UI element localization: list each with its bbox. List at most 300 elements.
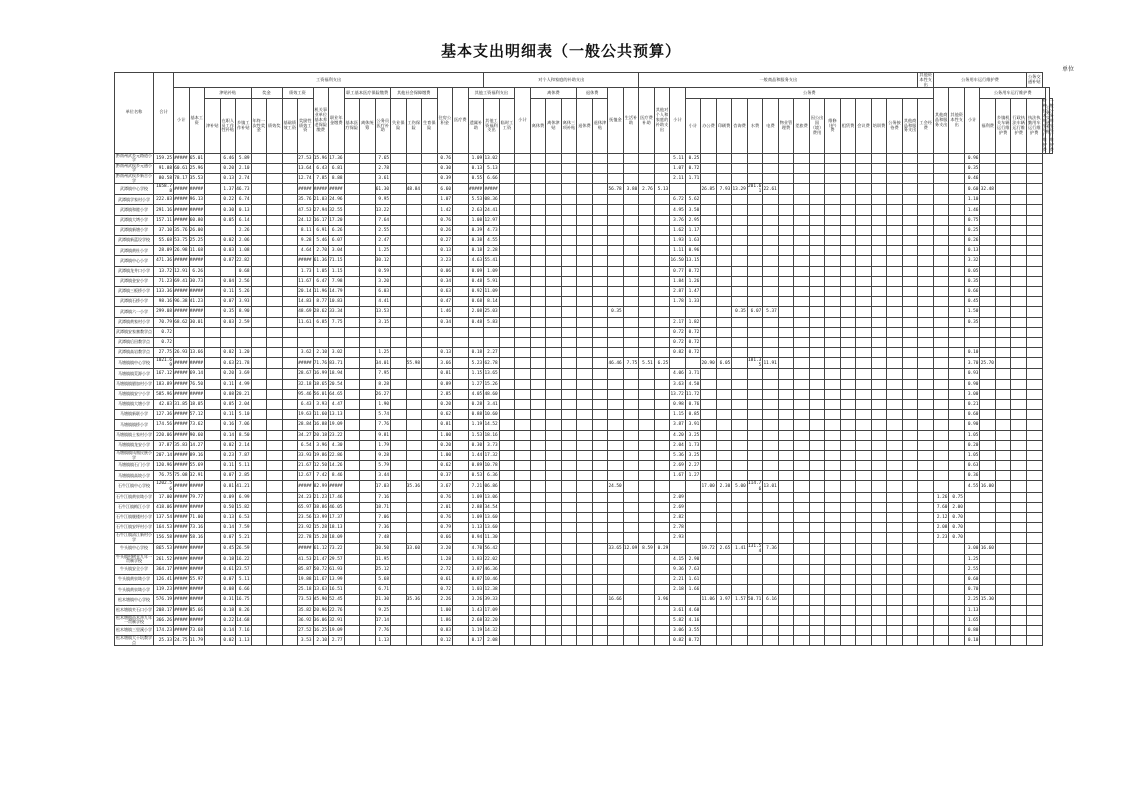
- value-cell: [608, 492, 624, 502]
- value-cell: 2.78: [375, 163, 391, 173]
- value-cell: [391, 327, 407, 337]
- value-cell: [654, 512, 670, 522]
- value-cell: [995, 595, 1011, 605]
- value-cell: [251, 533, 267, 543]
- value-cell: [763, 410, 779, 420]
- value-cell: [887, 317, 903, 327]
- value-cell: [267, 276, 283, 286]
- value-cell: [639, 523, 655, 533]
- header-cell: 住房公积金: [437, 88, 453, 153]
- value-cell: [809, 276, 825, 286]
- value-cell: [933, 163, 949, 173]
- value-cell: [732, 399, 748, 409]
- value-cell: [344, 379, 360, 389]
- value-cell: 2.93: [670, 533, 686, 543]
- value-cell: 10.83: [329, 297, 345, 307]
- value-cell: 0.18: [220, 605, 236, 615]
- value-cell: [995, 225, 1011, 235]
- table-row: [115, 430, 1053, 440]
- value-cell: [406, 256, 422, 266]
- value-cell: 14.52: [484, 420, 500, 430]
- value-cell: [933, 236, 949, 246]
- value-cell: [856, 636, 872, 646]
- value-cell: 1.37: [220, 184, 236, 195]
- value-cell: [732, 523, 748, 533]
- value-cell: 11.79: [189, 636, 205, 646]
- value-cell: [902, 297, 918, 307]
- header-cell: 单位名称: [115, 73, 154, 154]
- value-cell: 3.96: [313, 440, 329, 450]
- value-cell: [980, 225, 996, 235]
- value-cell: 1.26: [685, 276, 701, 286]
- value-cell: [1027, 195, 1043, 205]
- value-cell: [871, 153, 887, 163]
- value-cell: 34.01: [375, 358, 391, 369]
- value-cell: 17.00: [154, 492, 174, 502]
- value-cell: 0.72: [685, 327, 701, 337]
- unit-name-cell: 马塘镇镇高坡小学: [115, 471, 154, 481]
- value-cell: 3.55: [685, 625, 701, 635]
- value-cell: [701, 205, 717, 215]
- value-cell: [623, 410, 639, 420]
- unit-name-cell: 武潭镇新塘小学: [115, 225, 154, 235]
- value-cell: [406, 554, 422, 564]
- value-cell: [840, 502, 856, 512]
- value-cell: [499, 450, 515, 460]
- value-cell: 0.26: [437, 225, 453, 235]
- value-cell: [763, 585, 779, 595]
- value-cell: [391, 461, 407, 471]
- value-cell: [267, 543, 283, 554]
- value-cell: [794, 440, 810, 450]
- value-cell: [329, 337, 345, 347]
- value-cell: 0.55: [468, 173, 484, 183]
- value-cell: [980, 461, 996, 471]
- value-cell: [825, 575, 841, 585]
- value-cell: 0.89: [437, 379, 453, 389]
- value-cell: 3.25: [685, 430, 701, 440]
- value-cell: [809, 625, 825, 635]
- value-cell: 3.04: [329, 246, 345, 256]
- value-cell: [856, 492, 872, 502]
- value-cell: 0.09: [220, 492, 236, 502]
- value-cell: [995, 585, 1011, 595]
- value-cell: [933, 636, 949, 646]
- value-cell: [856, 410, 872, 420]
- value-cell: [561, 461, 577, 471]
- value-cell: [716, 317, 732, 327]
- value-cell: [608, 410, 624, 420]
- value-cell: [639, 564, 655, 574]
- value-cell: [360, 420, 376, 430]
- value-cell: [732, 471, 748, 481]
- value-cell: [778, 575, 794, 585]
- value-cell: [251, 276, 267, 286]
- value-cell: [902, 502, 918, 512]
- value-cell: [236, 327, 252, 337]
- value-cell: [747, 348, 763, 358]
- value-cell: [871, 337, 887, 347]
- value-cell: [918, 379, 934, 389]
- value-cell: [732, 153, 748, 163]
- value-cell: [251, 297, 267, 307]
- value-cell: 0.82: [670, 348, 686, 358]
- value-cell: [949, 184, 965, 195]
- value-cell: #####: [484, 184, 500, 195]
- value-cell: [220, 266, 236, 276]
- table-row: [115, 256, 1053, 266]
- value-cell: 2.04: [670, 440, 686, 450]
- value-cell: 0.02: [220, 348, 236, 358]
- value-cell: [1011, 236, 1027, 246]
- value-cell: [902, 173, 918, 183]
- value-cell: [282, 481, 298, 492]
- value-cell: [654, 502, 670, 512]
- value-cell: [732, 327, 748, 337]
- value-cell: [809, 327, 825, 337]
- value-cell: [778, 348, 794, 358]
- value-cell: [794, 502, 810, 512]
- value-cell: 47.53: [298, 205, 314, 215]
- value-cell: 3.26: [468, 595, 484, 605]
- table-row: [115, 543, 1053, 554]
- value-cell: [716, 575, 732, 585]
- value-cell: [406, 389, 422, 399]
- value-cell: 3.06: [670, 625, 686, 635]
- value-cell: 9.28: [375, 450, 391, 460]
- value-cell: [623, 307, 639, 317]
- value-cell: [840, 450, 856, 460]
- value-cell: [360, 153, 376, 163]
- value-cell: [360, 461, 376, 471]
- value-cell: [639, 173, 655, 183]
- value-cell: 32.18: [298, 379, 314, 389]
- value-cell: [778, 184, 794, 195]
- value-cell: [716, 420, 732, 430]
- value-cell: #####: [174, 215, 190, 225]
- value-cell: [267, 410, 283, 420]
- value-cell: [546, 410, 562, 420]
- value-cell: [716, 205, 732, 215]
- value-cell: 35.76: [298, 195, 314, 205]
- header-cell: 退休费: [577, 88, 608, 99]
- value-cell: [623, 512, 639, 522]
- value-cell: [918, 471, 934, 481]
- value-cell: [422, 523, 438, 533]
- value-cell: [639, 420, 655, 430]
- value-cell: 13.66: [189, 348, 205, 358]
- value-cell: [856, 554, 872, 564]
- value-cell: [499, 481, 515, 492]
- value-cell: [422, 205, 438, 215]
- value-cell: [515, 389, 531, 399]
- value-cell: [840, 615, 856, 625]
- value-cell: [902, 575, 918, 585]
- value-cell: [499, 389, 515, 399]
- value-cell: [267, 585, 283, 595]
- unit-name-cell: 马塘镇新联小学: [115, 410, 154, 420]
- table-row: [115, 450, 1053, 460]
- value-cell: 0.25: [685, 153, 701, 163]
- value-cell: [902, 615, 918, 625]
- value-cell: [422, 286, 438, 296]
- value-cell: [499, 163, 515, 173]
- value-cell: #####: [174, 307, 190, 317]
- value-cell: 22.86: [329, 450, 345, 460]
- value-cell: 8.59: [639, 543, 655, 554]
- value-cell: [654, 246, 670, 256]
- value-cell: [577, 153, 593, 163]
- value-cell: 15.28: [313, 533, 329, 543]
- value-cell: [499, 585, 515, 595]
- value-cell: [236, 337, 252, 347]
- value-cell: 0.45: [220, 543, 236, 554]
- value-cell: [592, 450, 608, 460]
- value-cell: [809, 286, 825, 296]
- value-cell: 35.53: [189, 173, 205, 183]
- value-cell: [360, 317, 376, 327]
- value-cell: [716, 163, 732, 173]
- value-cell: [980, 307, 996, 317]
- value-cell: 6.47: [313, 276, 329, 286]
- value-cell: [499, 246, 515, 256]
- table-row: [115, 492, 1053, 502]
- value-cell: [546, 256, 562, 266]
- value-cell: [856, 523, 872, 533]
- value-cell: 16.22: [236, 554, 252, 564]
- value-cell: [747, 286, 763, 296]
- value-cell: [391, 605, 407, 615]
- value-cell: [546, 554, 562, 564]
- value-cell: 7.87: [236, 450, 252, 460]
- value-cell: [499, 461, 515, 471]
- value-cell: [592, 554, 608, 564]
- value-cell: [499, 236, 515, 246]
- value-cell: [1027, 512, 1043, 522]
- value-cell: [1027, 481, 1043, 492]
- value-cell: [251, 564, 267, 574]
- value-cell: 16.75: [236, 595, 252, 605]
- value-cell: 19.63: [298, 410, 314, 420]
- value-cell: [391, 481, 407, 492]
- value-cell: 7.93: [716, 184, 732, 195]
- value-cell: [282, 389, 298, 399]
- value-cell: [592, 369, 608, 379]
- value-cell: 20.14: [298, 286, 314, 296]
- value-cell: [871, 307, 887, 317]
- value-cell: [871, 358, 887, 369]
- value-cell: [1027, 502, 1043, 512]
- value-cell: [887, 636, 903, 646]
- value-cell: [794, 307, 810, 317]
- value-cell: [1011, 481, 1027, 492]
- value-cell: [546, 450, 562, 460]
- value-cell: [902, 163, 918, 173]
- value-cell: [530, 554, 546, 564]
- value-cell: 0.87: [220, 256, 236, 266]
- value-cell: 201.61: [748, 184, 762, 195]
- value-cell: [561, 481, 577, 492]
- value-cell: [546, 615, 562, 625]
- value-cell: [949, 564, 965, 574]
- value-cell: [732, 564, 748, 574]
- value-cell: [391, 246, 407, 256]
- value-cell: [205, 595, 221, 605]
- value-cell: [856, 461, 872, 471]
- value-cell: [406, 327, 422, 337]
- value-cell: [1011, 246, 1027, 256]
- value-cell: 2.27: [685, 461, 701, 471]
- value-cell: [809, 543, 825, 554]
- value-cell: 13.53: [375, 307, 391, 317]
- value-cell: [406, 430, 422, 440]
- value-cell: [1011, 440, 1027, 450]
- value-cell: [980, 512, 996, 522]
- value-cell: 2.11: [670, 173, 686, 183]
- value-cell: [406, 348, 422, 358]
- value-cell: 261.52: [154, 554, 174, 564]
- value-cell: [251, 523, 267, 533]
- value-cell: [267, 195, 283, 205]
- value-cell: 0.72: [685, 348, 701, 358]
- value-cell: 37.87: [154, 440, 174, 450]
- value-cell: [825, 236, 841, 246]
- value-cell: 3.61: [375, 173, 391, 183]
- value-cell: [995, 246, 1011, 256]
- header-cell: 小计: [174, 88, 190, 153]
- value-cell: [980, 523, 996, 533]
- value-cell: [608, 276, 624, 286]
- value-cell: [701, 523, 717, 533]
- value-cell: [515, 246, 531, 256]
- value-cell: [530, 492, 546, 502]
- value-cell: 0.92: [468, 286, 484, 296]
- value-cell: 0.18: [220, 554, 236, 564]
- value-cell: [732, 615, 748, 625]
- value-cell: 3.23: [437, 256, 453, 266]
- table-row: [115, 389, 1053, 399]
- value-cell: [794, 533, 810, 543]
- value-cell: [840, 215, 856, 225]
- value-cell: 27.52: [298, 625, 314, 635]
- value-cell: [809, 266, 825, 276]
- value-cell: [344, 256, 360, 266]
- value-cell: [515, 225, 531, 235]
- unit-name-cell: 武潭镇中心小学: [115, 256, 154, 266]
- value-cell: [639, 389, 655, 399]
- value-cell: [825, 246, 841, 256]
- header-cell: 小计: [964, 88, 980, 153]
- value-cell: [949, 379, 965, 389]
- value-cell: [1027, 256, 1043, 266]
- value-cell: 22.61: [763, 184, 779, 195]
- value-cell: [251, 440, 267, 450]
- value-cell: [949, 195, 965, 205]
- value-cell: [778, 297, 794, 307]
- value-cell: 9.36: [670, 564, 686, 574]
- value-cell: 34.54: [484, 502, 500, 512]
- value-cell: [902, 348, 918, 358]
- value-cell: [716, 399, 732, 409]
- value-cell: 7.16: [375, 492, 391, 502]
- value-cell: [995, 205, 1011, 215]
- value-cell: [654, 317, 670, 327]
- value-cell: [840, 246, 856, 256]
- value-cell: [794, 184, 810, 195]
- value-cell: #####: [174, 625, 190, 635]
- value-cell: 0.62: [437, 410, 453, 420]
- value-cell: [747, 246, 763, 256]
- value-cell: [871, 554, 887, 564]
- value-cell: [344, 636, 360, 646]
- table-row: [115, 215, 1053, 225]
- value-cell: [530, 450, 546, 460]
- value-cell: 2.82: [670, 512, 686, 522]
- value-cell: [933, 389, 949, 399]
- value-cell: [251, 358, 267, 369]
- value-cell: [964, 337, 980, 347]
- value-cell: [623, 461, 639, 471]
- value-cell: [1011, 605, 1027, 615]
- value-cell: 76.75: [154, 471, 174, 481]
- value-cell: [561, 327, 577, 337]
- value-cell: [654, 163, 670, 173]
- value-cell: 1.62: [670, 225, 686, 235]
- value-cell: [825, 358, 841, 369]
- value-cell: 14.32: [484, 625, 500, 635]
- value-cell: 2.10: [313, 348, 329, 358]
- value-cell: [344, 307, 360, 317]
- value-cell: [422, 369, 438, 379]
- value-cell: [918, 163, 934, 173]
- value-cell: [716, 450, 732, 460]
- value-cell: 32.55: [329, 205, 345, 215]
- value-cell: 57.12: [189, 410, 205, 420]
- value-cell: [871, 246, 887, 256]
- value-cell: [205, 440, 221, 450]
- value-cell: [809, 337, 825, 347]
- value-cell: [856, 533, 872, 543]
- value-cell: [825, 450, 841, 460]
- value-cell: [654, 625, 670, 635]
- value-cell: [949, 420, 965, 430]
- value-cell: [840, 533, 856, 543]
- value-cell: [871, 276, 887, 286]
- value-cell: [391, 575, 407, 585]
- value-cell: [608, 461, 624, 471]
- value-cell: [592, 543, 608, 554]
- value-cell: [918, 153, 934, 163]
- value-cell: [530, 276, 546, 286]
- value-cell: [623, 163, 639, 173]
- value-cell: [1011, 276, 1027, 286]
- value-cell: 1.27: [685, 471, 701, 481]
- value-cell: [422, 173, 438, 183]
- unit-name-cell: 石牛江镇安坪村小学: [115, 523, 154, 533]
- value-cell: [639, 615, 655, 625]
- value-cell: 0.72: [670, 327, 686, 337]
- value-cell: 11.95: [375, 554, 391, 564]
- value-cell: [422, 420, 438, 430]
- value-cell: 174.23: [154, 625, 174, 635]
- value-cell: [561, 636, 577, 646]
- value-cell: [980, 379, 996, 389]
- value-cell: [251, 205, 267, 215]
- value-cell: [391, 256, 407, 266]
- value-cell: [267, 533, 283, 543]
- value-cell: [871, 575, 887, 585]
- value-cell: [794, 236, 810, 246]
